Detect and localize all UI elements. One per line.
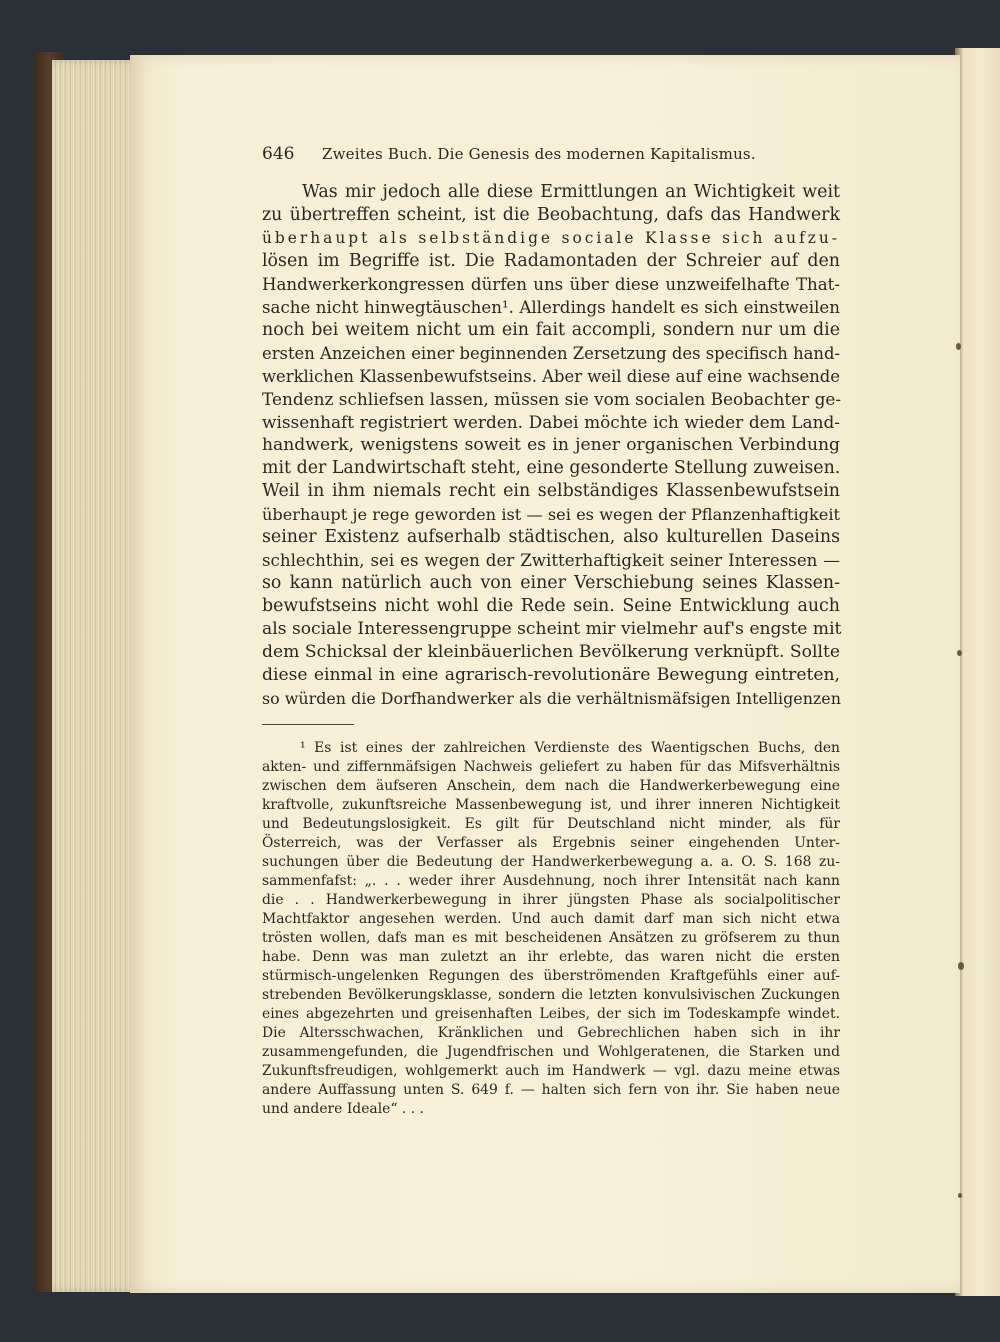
body-line: so kann natürlich auch von einer Verschiebung seines Klassen- — [262, 573, 840, 593]
body-line: noch bei weitem nicht um ein fait accompli, sondern nur um die — [262, 320, 840, 340]
paper-speck — [956, 343, 961, 350]
body-line: lösen im Begriffe ist. Die Radamontaden der Schreier auf den — [262, 251, 840, 271]
body-line: wissenhaft registriert werden. Dabei möchte ich wieder dem Land- — [262, 412, 840, 432]
paper-speck — [958, 962, 964, 970]
footnote-line: ¹ Es ist eines der zahlreichen Verdienste des Waentigschen Buchs, den — [300, 740, 840, 756]
body-line: Handwerkerkongressen dürfen uns über diese unzweifelhafte That- — [262, 275, 840, 294]
body-line: ersten Anzeichen einer beginnenden Zersetzung des specifisch hand- — [262, 344, 840, 363]
footnote-line: die . . Handwerkerbewegung in ihrer jüngsten Phase als socialpolitischer — [262, 892, 840, 908]
footnote-line: Zukunftsfreudigen, wohlgemerkt auch im Handwerk — vgl. dazu meine etwas — [262, 1063, 840, 1079]
running-header — [262, 144, 842, 166]
page-edges-left — [52, 60, 142, 1292]
page-number: 646 — [262, 144, 295, 164]
footnote-line: und Bedeutungslosigkeit. Es gilt für Deutschland nicht minder, als für — [262, 816, 840, 832]
running-title: Zweites Buch. Die Genesis des modernen Kapitalismus. — [322, 145, 756, 163]
body-line: überhaupt als selbständige sociale Klasse sich aufzu- — [262, 229, 840, 247]
footnote-line: zusammengefunden, die Jugendfrischen und Wohlgeratenen, die Starken und — [262, 1044, 840, 1060]
body-line: schlechthin, sei es wegen der Zwitterhaftigkeit seiner Interessen — — [262, 551, 840, 570]
body-line: sache nicht hinwegtäuschen¹. Allerdings handelt es sich einstweilen — [262, 298, 840, 317]
body-line: als sociale Interessengruppe scheint mir vielmehr auf's engste mit — [262, 619, 842, 639]
body-line: Weil in ihm niemals recht ein selbständiges Klassenbewufstsein — [262, 481, 840, 501]
footnote-line: kraftvolle, zukunftsreiche Massenbewegung ist, und ihrer inneren Nichtigkeit — [262, 797, 840, 813]
body-line: mit der Landwirtschaft steht, eine gesonderte Stellung zuweisen. — [262, 458, 841, 478]
paper-speck — [958, 1193, 962, 1198]
footnote-line: suchungen über die Bedeutung der Handwerkerbewegung a. a. O. S. 168 zu- — [262, 854, 840, 870]
body-line: seiner Existenz aufserhalb städtischen, also kulturellen Daseins — [262, 527, 840, 547]
body-line: diese einmal in eine agrarisch-revolutionäre Bewegung eintreten, — [262, 665, 840, 685]
footnote-line: Österreich, was der Verfasser als Ergebnis seiner eingehenden Unter- — [262, 835, 840, 851]
footnote-line: zwischen dem äufseren Anschein, dem nach die Handwerkerbewegung eine — [262, 778, 840, 794]
footnote-line: eines abgezehrten und greisenhaften Leibes, der sich im Todeskampfe windet. — [262, 1006, 840, 1022]
body-line: Tendenz schliefsen lassen, müssen sie vom socialen Beobachter ge- — [262, 389, 842, 409]
body-line: dem Schicksal der kleinbäuerlichen Bevölkerung verknüpft. Sollte — [262, 642, 840, 662]
body-line: überhaupt je rege geworden ist — sei es wegen der Pflanzenhaftigkeit — [262, 505, 840, 524]
footnote-line: andere Auffassung unten S. 649 f. — halten sich fern von ihr. Sie haben neue — [262, 1082, 840, 1098]
footnote-line: Die Altersschwachen, Kränklichen und Gebrechlichen haben sich in ihr — [262, 1025, 840, 1041]
footnote-line: strebenden Bevölkerungsklasse, sondern die letzten konvulsivischen Zuckungen — [262, 987, 840, 1003]
body-line: werklichen Klassenbewufstseins. Aber weil diese auf eine wachsende — [262, 367, 840, 386]
footnote-rule — [262, 724, 354, 725]
footnote-line: Machtfaktor angesehen werden. Und auch damit darf man sich nicht etwa — [262, 911, 840, 927]
footnote-line: sammenfafst: „. . . weder ihrer Ausdehnung, noch ihrer Intensität nach kann — [262, 873, 840, 889]
footnote-line: akten- und ziffernmäfsigen Nachweis geliefert zu haben für das Mifsverhältnis — [262, 759, 840, 775]
paper-speck — [957, 650, 962, 656]
footnote-line: stürmisch-ungelenken Regungen des überströmenden Kraftgefühls einer auf- — [262, 968, 840, 984]
body-line: Was mir jedoch alle diese Ermittlungen an Wichtigkeit weit — [302, 182, 840, 202]
body-line: zu übertreffen scheint, ist die Beobachtung, dafs das Handwerk — [262, 205, 840, 225]
body-line: so würden die Dorfhandwerker als die verhältnismäfsigen Intelligenzen — [262, 689, 841, 708]
footnote-line: trösten wollen, dafs man es mit bescheidenen Ansätzen zu gröfserem zu thun — [262, 930, 840, 946]
body-line: handwerk, wenigstens soweit es in jener organischen Verbindung — [262, 435, 840, 455]
body-line: bewufstseins nicht wohl die Rede sein. Seine Entwicklung auch — [262, 596, 840, 616]
footnote-line: habe. Denn was man zuletzt an ihr erlebte, das waren nicht die ersten — [262, 949, 840, 965]
footnote-line: und andere Ideale“ . . . — [262, 1101, 424, 1117]
